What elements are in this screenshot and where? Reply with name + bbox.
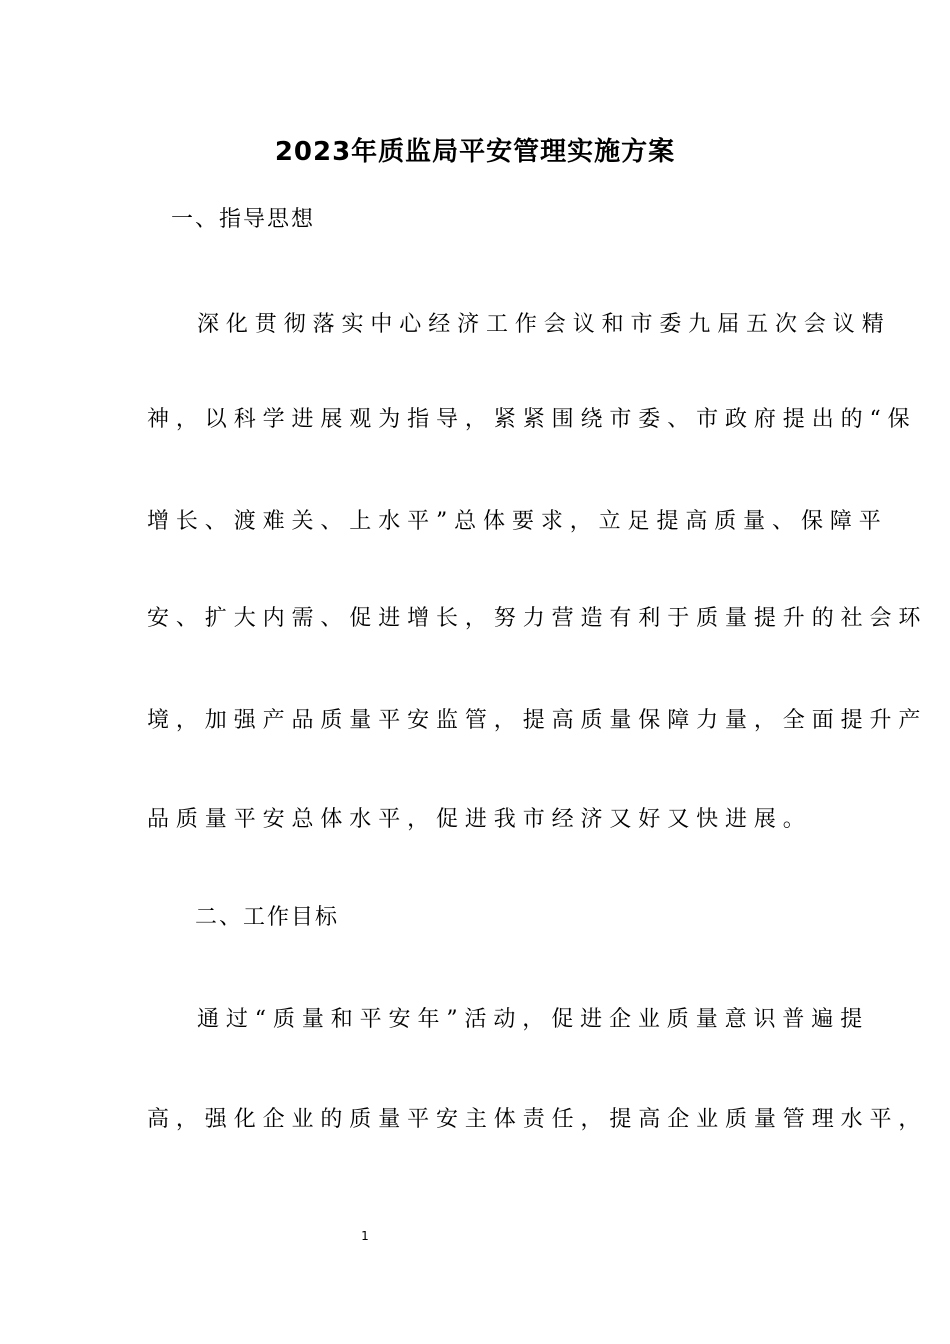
paragraph-line: 增长、渡难关、上水平”总体要求，立足提高质量、保障平 bbox=[147, 509, 888, 534]
document-title: 2023年质监局平安管理实施方案 bbox=[274, 137, 676, 167]
paragraph-line: 高，强化企业的质量平安主体责任，提高企业质量管理水平， bbox=[147, 1107, 928, 1132]
section-heading-work-objectives: 二、工作目标 bbox=[195, 905, 340, 930]
page-number: 1 bbox=[361, 1229, 369, 1243]
paragraph-line: 安、扩大内需、促进增长，努力营造有利于质量提升的社会环 bbox=[147, 606, 928, 631]
section-heading-guiding-ideology: 一、指导思想 bbox=[171, 207, 316, 232]
paragraph-line: 通过“质量和平安年”活动，促进企业质量意识普遍提 bbox=[197, 1007, 870, 1032]
paragraph-line: 神，以科学进展观为指导，紧紧围绕市委、市政府提出的“保 bbox=[147, 407, 917, 432]
paragraph-line: 品质量平安总体水平，促进我市经济又好又快进展。 bbox=[147, 807, 812, 832]
paragraph-line: 境，加强产品质量平安监管，提高质量保障力量，全面提升产 bbox=[147, 708, 928, 733]
paragraph-line: 深化贯彻落实中心经济工作会议和市委九届五次会议精 bbox=[197, 312, 891, 337]
